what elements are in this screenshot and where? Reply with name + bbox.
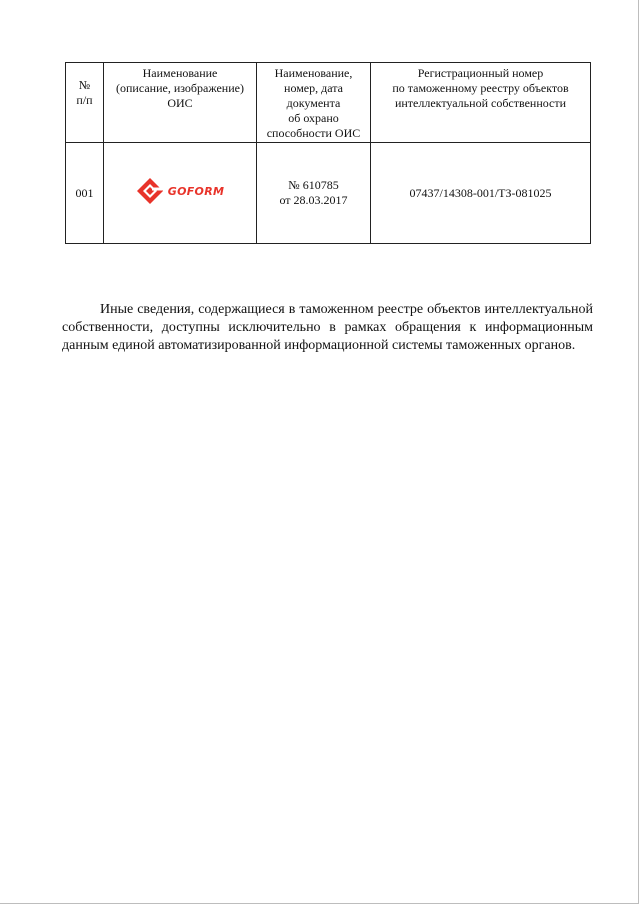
header-name-line: (описание, изображение): [116, 81, 244, 95]
header-number-line: №: [78, 78, 91, 92]
header-document-line: документа: [286, 96, 341, 110]
goform-logo-icon: [136, 177, 164, 205]
header-document-line: номер, дата: [284, 81, 343, 95]
cell-registration-number: 07437/14308-001/ТЗ-081025: [371, 143, 591, 244]
cell-number: 001: [66, 143, 104, 244]
header-document-line: об охрано: [288, 111, 339, 125]
notice-paragraph: Иные сведения, содержащиеся в таможенном реестре объектов интеллектуальной собственности, доступны исключительно в рамках обращения к информационным данным единой автоматизированной информационной системы таможенных органов.: [62, 302, 593, 353]
header-name: [104, 63, 257, 143]
header-name-line: Наименование: [142, 66, 218, 80]
header-name-line: ОИС: [167, 96, 193, 110]
cell-logo: [104, 143, 257, 244]
table-row: [66, 143, 591, 244]
header-registration-line: интеллектуальной собственности: [394, 96, 567, 110]
header-document-line: Наименование,: [274, 66, 353, 80]
header-registration-line: Регистрационный номер: [417, 66, 544, 80]
header-document: [257, 63, 371, 143]
header-registration-line: по таможенному реестру объектов: [392, 81, 569, 95]
header-registration: [371, 63, 591, 143]
header-number: [66, 63, 104, 143]
header-number-line: п/п: [76, 93, 93, 107]
goform-logo: [136, 177, 224, 205]
header-document-line: способности ОИС: [266, 126, 361, 140]
cell-document: [257, 143, 371, 244]
cell-document-line: № 610785: [288, 178, 339, 192]
goform-logo-text: GOFORM: [167, 184, 225, 198]
table-header-row: [66, 63, 591, 143]
cell-document-line: от 28.03.2017: [279, 193, 348, 207]
registry-table: [65, 62, 591, 244]
